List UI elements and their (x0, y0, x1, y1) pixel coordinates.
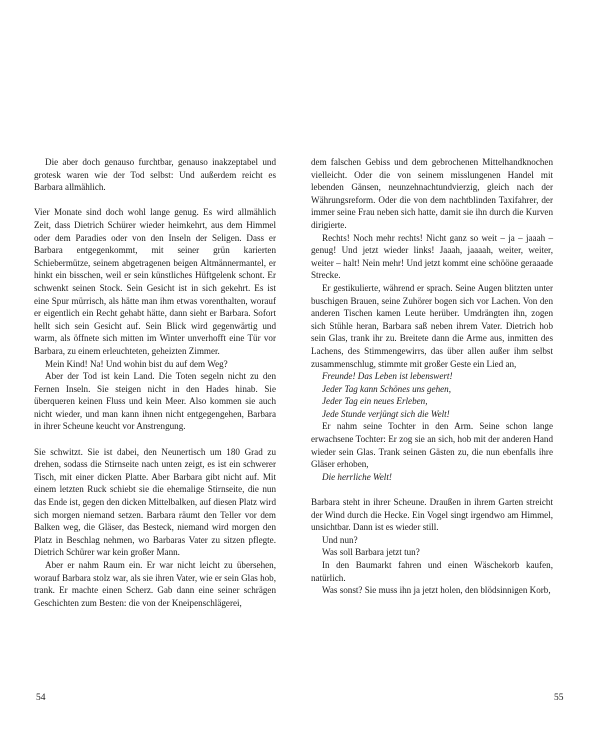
paragraph: Er gestikulierte, während er sprach. Seine Augen blitzten unter buschigen Brauen, seine Zuhörer bogen sich vor Lachen. Von den anderen Tischen kamen Leute herüber. Umdrängten ihn, zogen sich Stühle heran, Barbara saß neben ihrem Vater. Dietrich hob sein Glas, trank ihr zu. Breitete dann die Arme aus, inmitten des Lachens, des Stimmengewirrs, das über allen außer ihm selbst zusammenschlug, stimmte mit großer Geste ein Lied an, (311, 282, 553, 369)
verse-line: Jede Stunde verjüngt sich die Welt! (322, 408, 450, 419)
paragraph: dem falschen Gebiss und dem gebrochenen Mittelhandknochen vielleicht. Oder die von seinem misslungenen Handel mit lebenden Gänsen, neunzehnachtundvierzig, gleich nach der Währungsreform. Oder die von dem nachtblinden Taxifahrer, der immer seine Frau neben sich hatte, damit sie ihn durch die Kurven dirigierte. (311, 157, 553, 230)
verse-line: Jeder Tag ein neues Erleben, (322, 396, 428, 407)
paragraph: Aber er nahm Raum ein. Er war nicht leicht zu übersehen, worauf Barbara stolz war, als sie ihren Vater, wie er sein Glas hob, trank. Er machte einen Scherz. Gab dann eine seiner schrägen Geschichten zum Besten: die von der Kneipenschlägerei, (34, 560, 276, 608)
paragraph: Mein Kind! Na! Und wohin bist du auf dem Weg? (45, 358, 228, 369)
page-number: 54 (36, 693, 46, 703)
paragraph: In den Baumarkt fahren und einen Wäschekorb kaufen, natürlich. (311, 560, 553, 583)
left-page (34, 156, 276, 609)
verse-line: Jeder Tag kann Schönes uns gehen, (322, 383, 451, 394)
verse-line: Die herrliche Welt! (322, 471, 392, 482)
paragraph: Er nahm seine Tochter in den Arm. Seine schon lange erwachsene Tochter: Er zog sie an sich, hob mit der anderen Hand wieder sein Glas. Trank seinen Gästen zu, die nun ebenfalls ihre Gläser erhoben, (311, 421, 553, 470)
paragraph: Und nun? (322, 534, 358, 545)
right-page (311, 156, 553, 597)
paragraph: Rechts! Noch mehr rechts! Nicht ganz so weit – ja – jaaah – genug! Und jetzt wieder links! Jaaah, jaaaah, weiter, weiter, weiter – halt! Nein mehr! Und jetzt kommt eine schööne geraaade Strecke. (311, 232, 553, 281)
paragraph: Barbara steht in ihrer Scheune. Draußen in ihrem Garten streicht der Wind durch die Hecke. Ein Vogel singt irgendwo am Himmel, unsichtbar. Dann ist es wieder still. (311, 497, 553, 533)
paragraph: Sie schwitzt. Sie ist dabei, den Neunertisch um 180 Grad zu drehen, sodass die Stirnseite nach unten zeigt, es ist ein schwerer Tisch, mit einer dicken Platte. Aber Barbara gibt nicht auf. Mit einem letzten Ruck schiebt sie die ehemalige Stirnseite, die nun das Ende ist, gegen den dicken Mittelbalken, auf diesen Platz wird sich morgen niemand setzen. Barbara räumt den Teller vor dem Balken weg, die Gläser, das Besteck, niemand wird morgen den Platz in Beschlag nehmen, wo Barbaras Vater zu sitzen pflegte. Dietrich Schürer war kein großer Mann. (34, 446, 276, 558)
paragraph: Was soll Barbara jetzt tun? (322, 547, 420, 558)
page-number: 55 (554, 693, 564, 703)
paragraph: Was sonst? Sie muss ihn ja jetzt holen, den blödsinnigen Korb, (322, 585, 551, 596)
paragraph: Die aber doch genauso furchtbar, genauso inakzeptabel und grotesk waren wie der Tod selbst: Und außerdem reicht es Barbara allmählich. (34, 157, 276, 193)
paragraph: Aber der Tod ist kein Land. Die Toten segeln nicht zu den Fernen Inseln. Sie steigen nicht in den Hades hinab. Sie überqueren keinen Fluss und kein Meer. Also kommen sie auch nicht wieder, und man kann ihnen nicht entgegengehen, Barbara in ihrer Scheune keucht vor Anstrengung. (34, 371, 276, 432)
verse-line: Freunde! Das Leben ist lebenswert! (322, 371, 453, 382)
paragraph: Vier Monate sind doch wohl lange genug. Es wird allmählich Zeit, dass Dietrich Schürer wieder heimkehrt, aus dem Himmel oder dem Paradies oder von den Inseln der Seligen. Dass er Barbara entgegenkommt, mit seiner grün karierten Schiebermütze, seinem abgetragenen beigen Altmännermantel, er hinkt ein bisschen, weil er sein künstliches Hüftgelenk schont. Er schwenkt seinen Stock. Sein Gesicht ist in sich gekehrt. Es ist eine Spur mürrisch, als hätte man ihm etwas vorenthalten, worauf er eigentlich ein Recht gehabt hätte, dann sieht er Barbara. Sofort hellt sich sein Gesicht auf. Sein Blick wird gegenwärtig und warm, als öffnete sich mitten im Winter unverhofft eine Tür vor Barbara, zu einem erleuchteten, geheizten Zimmer. (34, 207, 276, 356)
